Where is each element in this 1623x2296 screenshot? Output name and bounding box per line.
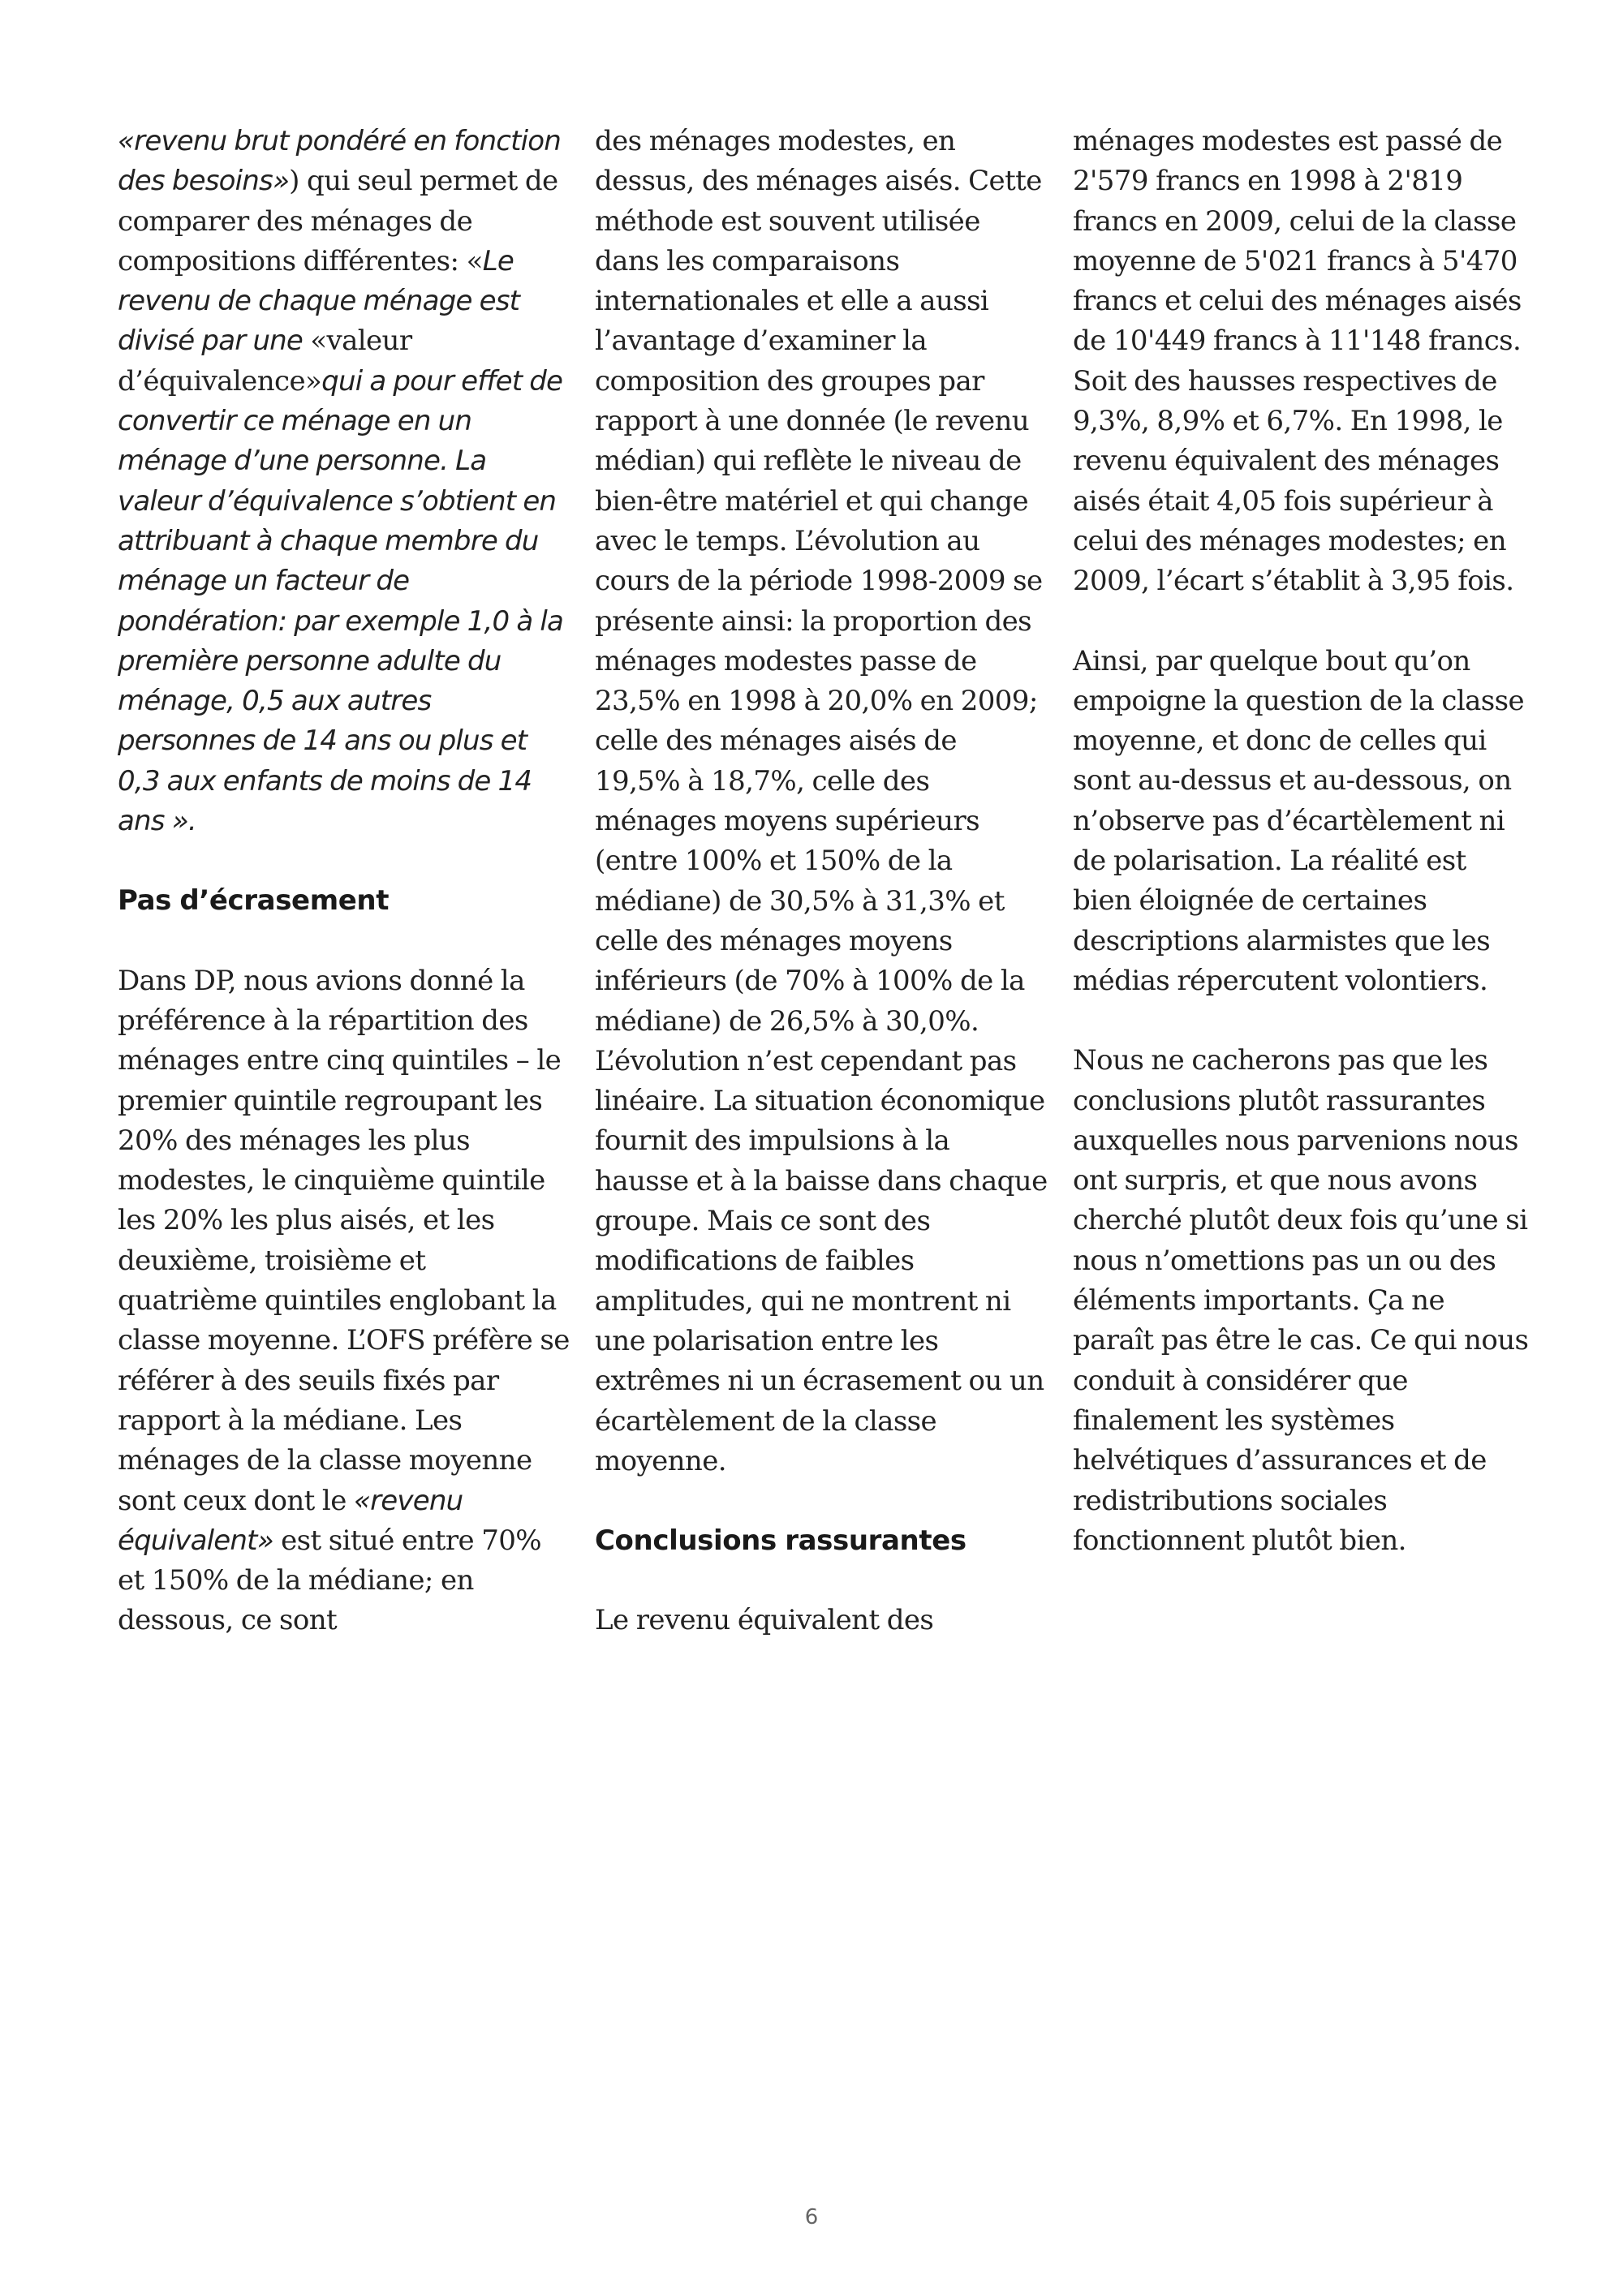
text-fragment: ) qui seul permet de comparer des ménages de compositions différentes: « <box>118 165 558 277</box>
page-number: 6 <box>804 2205 819 2229</box>
section-heading-conclusions-rassurantes: Conclusions rassurantes <box>595 1524 966 1558</box>
paragraph-conclusion: Nous ne cacherons pas que les conclusions plutôt rassurantes auxquelles nous parvenions nous ont surpris, et que nous avons cherché plutôt deux fois qu’une si nous n’omettions pas un ou des éléments importants. Ça ne paraît pas être le cas. Ce qui nous conduit à considérer que finalement les systèmes helvétiques d’assurances et de redistributions sociales fonctionnent plutôt bien. <box>1073 1044 1529 1557</box>
text-fragment: Dans DP, nous avions donné la préférence à la répartition des ménages entre cinq quintiles – le premier quintile regroupant les 20% des ménages les plus modestes, le cinquième quintile les 20% les plus aisés, et les deuxième, troisième et quatrième quintiles englobant la classe moyenne. L’OFS préfère se référer à des seuils fixés par rapport à la médiane. Les ménages de la classe moyenne sont ceux dont le <box>118 964 570 1517</box>
paragraph-ainsi: Ainsi, par quelque bout qu’on empoigne la question de la classe moyenne, et donc de celles qui sont au-dessus et au-dessous, on n’observe pas d’écartèlement ni de polarisation. La réalité est bien éloignée de certaines descriptions alarmistes que les médias répercutent volontiers. <box>1073 644 1525 997</box>
section-heading-pas-d-ecrasement: Pas d’écrasement <box>118 884 390 918</box>
paragraph-revenu-figures: ménages modestes est passé de 2'579 francs en 1998 à 2'819 francs en 2009, celui de la classe moyenne de 5'021 francs à 5'470 francs et celui des ménages aisés de 10'449 francs à 11'148 francs. Soit des hausses respectives de 9,3%, 8,9% et 6,7%. En 1998, le revenu équivalent des ménages aisés était 4,05 fois supérieur à celui des ménages modestes; en 2009, l’écart s’établit à 3,95 fois. <box>1073 125 1522 598</box>
text-column-2 <box>595 122 1049 1641</box>
quote-definition-rest: qui a pour effet de convertir ce ménage en un ménage d’une personne. La valeur d’équivalence s’obtient en attribuant à chaque membre du ménage un facteur de pondération: par exemple 1,0 à la première personne adulte du ménage, 0,5 aux autres personnes de 14 ans ou plus et 0,3 aux enfants de moins de 14 ans ». <box>118 364 564 838</box>
paragraph-quintiles <box>118 961 572 1641</box>
paragraph-revenu-equivalent-start: Le revenu équivalent des <box>595 1604 934 1637</box>
paragraph-evolution-1998-2009: des ménages modestes, en dessus, des ménages aisés. Cette méthode est souvent utilisée dans les comparaisons internationales et elle a aussi l’avantage d’examiner la composition des groupes par rapport à une donnée (le revenu médian) qui reflète le niveau de bien-être matériel et qui change avec le temps. L’évolution au cours de la période 1998-2009 se présente ainsi: la proportion des ménages modestes passe de 23,5% en 1998 à 20,0% en 2009; celle des ménages aisés de 19,5% à 18,7%, celle des ménages moyens supérieurs (entre 100% et 150% de la médiane) de 30,5% à 31,3% et celle des ménages moyens inférieurs (de 70% à 100% de la médiane) de 26,5% à 30,0%. L’évolution n’est cependant pas linéaire. La situation économique fournit des impulsions à la hausse et à la baisse dans chaque groupe. Mais ce sont des modifications de faibles amplitudes, qui ne montrent ni une polarisation entre les extrêmes ni un écrasement ou un écartèlement de la classe moyenne. <box>595 125 1048 1477</box>
paragraph-equivalent-income-definition <box>118 122 572 841</box>
text-fragment: est situé entre 70% et 150% de la médiane; en dessous, ce sont <box>118 1524 541 1637</box>
text-column-1 <box>118 122 572 1641</box>
text-fragment: «valeur d’équivalence» <box>118 325 412 398</box>
text-column-3 <box>1073 122 1531 1561</box>
quote-revenu-equivalent: «revenu équivalent» <box>118 1484 463 1557</box>
quote-definition-start: Le revenu de chaque ménage est divisé par une <box>118 244 520 358</box>
quote-revenu-brut: «revenu brut pondéré en fonction des besoins» <box>118 125 562 198</box>
